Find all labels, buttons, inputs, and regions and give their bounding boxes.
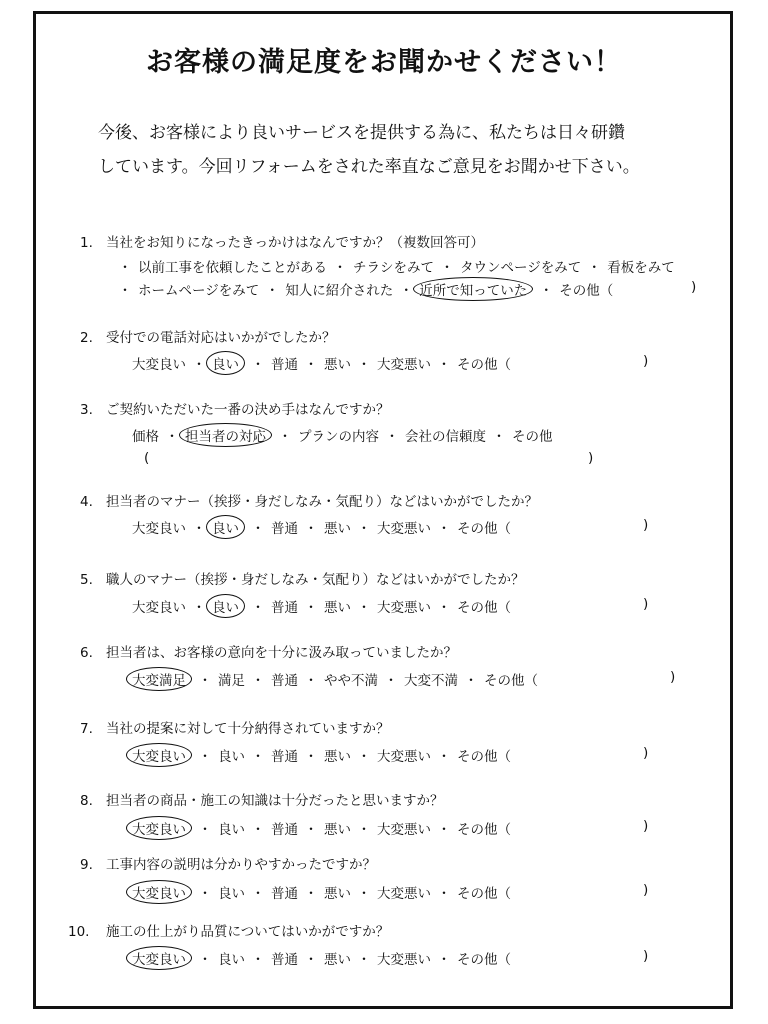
- q9-options: 大変良い ・ 良い ・ 普通 ・ 悪い ・ 大変悪い ・ その他（: [132, 882, 511, 902]
- q3-other-close: ): [588, 450, 594, 466]
- question-7: 7. 当社の提案に対して十分納得されていますか？: [80, 721, 390, 737]
- q10-options: 大変良い ・ 良い ・ 普通 ・ 悪い ・ 大変悪い ・ その他（: [132, 948, 511, 968]
- option-past-work[interactable]: 以前工事を依頼したことがある: [138, 260, 327, 276]
- option-staff-response-circled[interactable]: 担当者の対応: [179, 423, 272, 447]
- option-normal[interactable]: 普通: [271, 357, 298, 373]
- q1-options-row-2: ・ ホームページをみて ・ 知人に紹介された ・ 近所で知っていた ・ その他（: [112, 279, 613, 299]
- q4-other-close: ): [643, 517, 649, 533]
- option-good[interactable]: 良い: [218, 952, 245, 968]
- option-somewhat-unsatisfied[interactable]: やや不満: [324, 673, 378, 689]
- q5-other-close: ): [643, 596, 649, 612]
- intro-line-2: しています。今回リフォームをされた率直なご意見をお聞かせ下さい。: [98, 157, 640, 177]
- q1-other-close: ): [691, 279, 697, 295]
- option-good-circled[interactable]: 良い: [206, 594, 245, 618]
- option-very-bad[interactable]: 大変悪い: [377, 886, 431, 902]
- question-8: 8. 担当者の商品・施工の知識は十分だったと思いますか？: [80, 793, 444, 809]
- q2-other-close: ): [643, 353, 649, 369]
- question-9: 9. 工事内容の説明は分かりやすかったですか？: [80, 857, 376, 873]
- q6-options: 大変満足 ・ 満足 ・ 普通 ・ やや不満 ・ 大変不満 ・ その他（: [132, 669, 538, 689]
- q1-options-row-1: ・ 以前工事を依頼したことがある ・ チラシをみて ・ タウンページをみて ・ 看板をみて: [118, 260, 675, 276]
- option-very-good[interactable]: 大変良い: [132, 521, 186, 537]
- option-very-bad[interactable]: 大変悪い: [377, 521, 431, 537]
- option-homepage[interactable]: ホームページをみて: [138, 283, 260, 299]
- option-good-circled[interactable]: 良い: [206, 351, 245, 375]
- option-bad[interactable]: 悪い: [324, 521, 351, 537]
- q3-paren-open: (: [144, 450, 150, 466]
- option-price[interactable]: 価格: [132, 429, 159, 445]
- q7-options: 大変良い ・ 良い ・ 普通 ・ 悪い ・ 大変悪い ・ その他（: [132, 745, 511, 765]
- question-5: 5. 職人のマナー（挨拶・身だしなみ・気配り）などはいかがでしたか？: [80, 572, 525, 588]
- option-very-good-circled[interactable]: 大変良い: [126, 946, 192, 970]
- option-very-unsatisfied[interactable]: 大変不満: [404, 673, 458, 689]
- option-bad[interactable]: 悪い: [324, 600, 351, 616]
- option-satisfied[interactable]: 満足: [218, 673, 245, 689]
- option-very-bad[interactable]: 大変悪い: [377, 600, 431, 616]
- option-town-page[interactable]: タウンページをみて: [460, 260, 582, 276]
- q9-other-close: ): [643, 882, 649, 898]
- option-bad[interactable]: 悪い: [324, 357, 351, 373]
- option-other[interactable]: その他（: [484, 673, 538, 689]
- option-normal[interactable]: 普通: [271, 673, 298, 689]
- question-text: 当社をお知りになったきっかけはなんですか？（複数回答可）: [106, 235, 484, 251]
- question-4: 4. 担当者のマナー（挨拶・身だしなみ・気配り）などはいかがでしたか？: [80, 494, 538, 510]
- option-bad[interactable]: 悪い: [324, 886, 351, 902]
- option-flyer[interactable]: チラシをみて: [353, 260, 434, 276]
- option-normal[interactable]: 普通: [271, 952, 298, 968]
- q2-options: 大変良い ・ 良い ・ 普通 ・ 悪い ・ 大変悪い ・ その他（: [132, 353, 511, 373]
- option-good[interactable]: 良い: [218, 886, 245, 902]
- option-very-bad[interactable]: 大変悪い: [377, 749, 431, 765]
- option-normal[interactable]: 普通: [271, 521, 298, 537]
- option-other[interactable]: その他（: [457, 749, 511, 765]
- page-title: お客様の満足度をお聞かせください！: [146, 47, 622, 78]
- question-6: 6. 担当者は、お客様の意向を十分に汲み取っていましたか？: [80, 645, 457, 661]
- option-other[interactable]: その他（: [457, 521, 511, 537]
- q6-other-close: ): [670, 669, 676, 685]
- option-normal[interactable]: 普通: [271, 600, 298, 616]
- intro-line-1: 今後、お客様により良いサービスを提供する為に、私たちは日々研鑽: [98, 123, 625, 143]
- option-good-circled[interactable]: 良い: [206, 515, 245, 539]
- q8-options: 大変良い ・ 良い ・ 普通 ・ 悪い ・ 大変悪い ・ その他（: [132, 818, 511, 838]
- option-very-good-circled[interactable]: 大変良い: [126, 743, 192, 767]
- option-very-bad[interactable]: 大変悪い: [377, 952, 431, 968]
- option-other[interactable]: その他（: [457, 886, 511, 902]
- option-very-good-circled[interactable]: 大変良い: [126, 816, 192, 840]
- option-normal[interactable]: 普通: [271, 749, 298, 765]
- option-referral[interactable]: 知人に紹介された: [285, 283, 394, 299]
- question-2: 2. 受付での電話対応はいかがでしたか？: [80, 330, 336, 346]
- question-number: 1.: [80, 235, 93, 251]
- q4-options: 大変良い ・ 良い ・ 普通 ・ 悪い ・ 大変悪い ・ その他（: [132, 517, 511, 537]
- option-good[interactable]: 良い: [218, 749, 245, 765]
- option-plan-content[interactable]: プランの内容: [298, 429, 379, 445]
- q10-other-close: ): [643, 948, 649, 964]
- option-very-bad[interactable]: 大変悪い: [377, 357, 431, 373]
- q7-other-close: ): [643, 745, 649, 761]
- question-10: 10. 施工の仕上がり品質についてはいかがですか？: [68, 924, 390, 940]
- option-normal[interactable]: 普通: [271, 886, 298, 902]
- option-other[interactable]: その他（: [457, 822, 511, 838]
- q8-other-close: ): [643, 818, 649, 834]
- option-bad[interactable]: 悪い: [324, 749, 351, 765]
- option-neighborhood-circled[interactable]: 近所で知っていた: [413, 277, 533, 301]
- option-very-good[interactable]: 大変良い: [132, 600, 186, 616]
- option-other[interactable]: その他（: [457, 357, 511, 373]
- q5-options: 大変良い ・ 良い ・ 普通 ・ 悪い ・ 大変悪い ・ その他（: [132, 596, 511, 616]
- option-bad[interactable]: 悪い: [324, 822, 351, 838]
- option-bad[interactable]: 悪い: [324, 952, 351, 968]
- option-other[interactable]: その他（: [457, 600, 511, 616]
- q3-options: 価格 ・ 担当者の対応 ・ プランの内容 ・ 会社の信頼度 ・ その他: [132, 425, 553, 445]
- option-company-trust[interactable]: 会社の信頼度: [405, 429, 486, 445]
- option-normal[interactable]: 普通: [271, 822, 298, 838]
- option-very-good[interactable]: 大変良い: [132, 357, 186, 373]
- option-very-bad[interactable]: 大変悪い: [377, 822, 431, 838]
- option-other[interactable]: その他（: [559, 283, 614, 299]
- option-other[interactable]: その他（: [457, 952, 511, 968]
- option-very-good-circled[interactable]: 大変良い: [126, 880, 192, 904]
- question-1: [80, 231, 484, 251]
- option-signboard[interactable]: 看板をみて: [607, 260, 675, 276]
- option-very-satisfied-circled[interactable]: 大変満足: [126, 667, 192, 691]
- question-3: 3. ご契約いただいた一番の決め手はなんですか？: [80, 402, 390, 418]
- option-other[interactable]: その他: [512, 429, 553, 445]
- option-good[interactable]: 良い: [218, 822, 245, 838]
